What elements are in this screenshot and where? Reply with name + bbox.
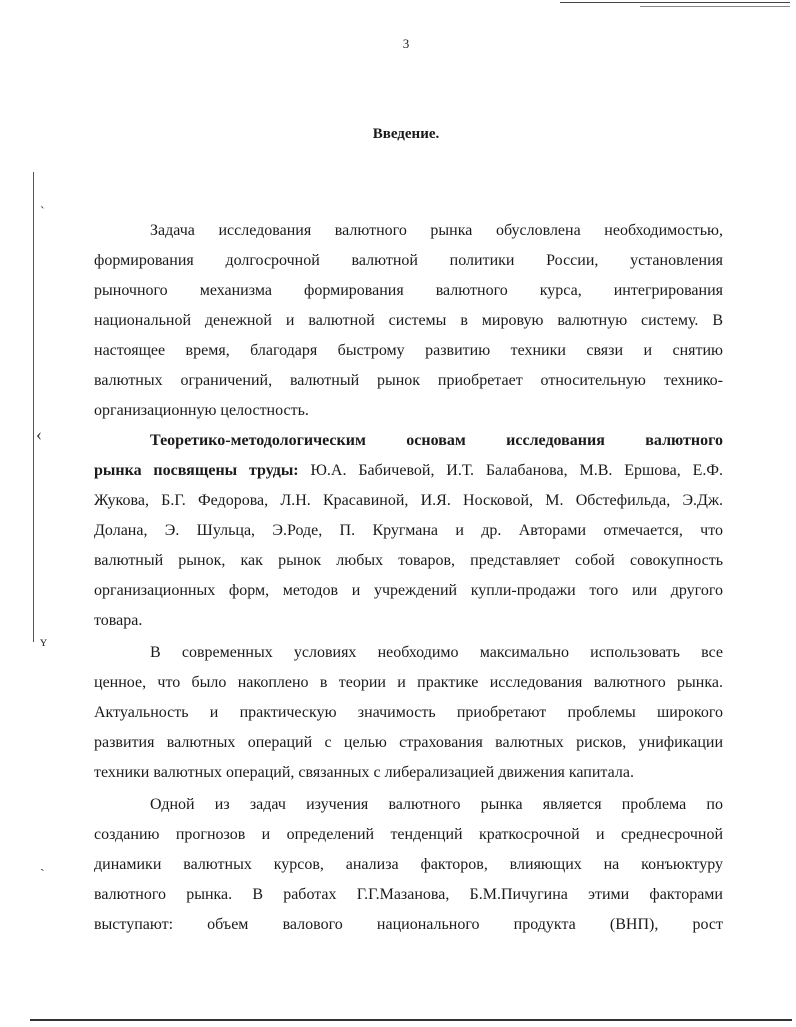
margin-mark: ‹ (36, 424, 42, 444)
paragraph-line: организационных форм, методов и учреждений купли-продажи того или другого (94, 582, 723, 599)
scan-edge-top-secondary (640, 6, 790, 7)
paragraph-line: Задача исследования валютного рынка обусловлена необходимостью, (150, 222, 723, 239)
paragraph-line: Долана, Э. Шульца, Э.Роде, П. Кругмана и др. Авторами отмечается, что (94, 522, 723, 539)
scan-edge-bottom (30, 1019, 792, 1021)
paragraph-lead-bold: Теоретико-методологическим основам исследования валютного (150, 432, 723, 449)
scan-edge-top (560, 2, 790, 3)
margin-mark: ˏ (40, 857, 45, 872)
paragraph-line: организационную целостность. (94, 402, 309, 419)
paragraph-line: валютного рынка. В работах Г.Г.Мазанова, Б.М.Пичугина этими факторами (94, 886, 723, 903)
paragraph-line: рыночного механизма формирования валютного курса, интегрирования (94, 282, 723, 299)
paragraph-line: ценное, что было накоплено в теории и практике исследования валютного рынка. (94, 674, 723, 691)
paragraph-line: валютных ограничений, валютный рынок приобретает относительную технико- (94, 372, 723, 389)
paragraph-line: национальной денежной и валютной системы в мировую валютную систему. В (94, 312, 723, 329)
margin-binding-line (33, 172, 34, 642)
page-number: 3 (402, 36, 410, 51)
paragraph-line: выступают: объем валового национального продукта (ВНП), рост (94, 916, 723, 933)
paragraph-line: Актуальность и практическую значимость приобретают проблемы широкого (94, 704, 723, 721)
page-title: Введение. (372, 126, 440, 142)
paragraph-line: техники валютных операций, связанных с либерализацией движения капитала. (94, 764, 634, 781)
paragraph-line: динамики валютных курсов, анализа факторов, влияющих на конъюктуру (94, 856, 723, 873)
paragraph-line: валютный рынок, как рынок любых товаров, представляет собой совокупность (94, 552, 723, 569)
paragraph-line: товара. (94, 612, 143, 629)
paragraph-line: настоящее время, благодаря быстрому развитию техники связи и снятию (94, 342, 723, 359)
paragraph-line: В современных условиях необходимо максимально использовать все (150, 644, 723, 661)
paragraph-line-rest: Ю.А. Бабичевой, И.Т. Балабанова, М.В. Ершова, Е.Ф. (298, 462, 723, 479)
margin-mark: ʏ (40, 635, 47, 650)
paragraph-line: развития валютных операций с целью страхования валютных рисков, унификации (94, 734, 723, 751)
paragraph-line (94, 461, 723, 481)
paragraph-line: Жукова, Б.Г. Федорова, Л.Н. Красавиной, И.Я. Носковой, М. Обстефильда, Э.Дж. (94, 492, 723, 509)
margin-mark: ˴ (40, 199, 45, 214)
paragraph-line: созданию прогнозов и определений тенденций краткосрочной и среднесрочной (94, 826, 723, 843)
paragraph-line: Одной из задач изучения валютного рынка является проблема по (150, 796, 723, 813)
paragraph-line: формирования долгосрочной валютной политики России, установления (94, 252, 723, 269)
paragraph-lead-bold: рынка посвящены труды: (94, 462, 299, 479)
